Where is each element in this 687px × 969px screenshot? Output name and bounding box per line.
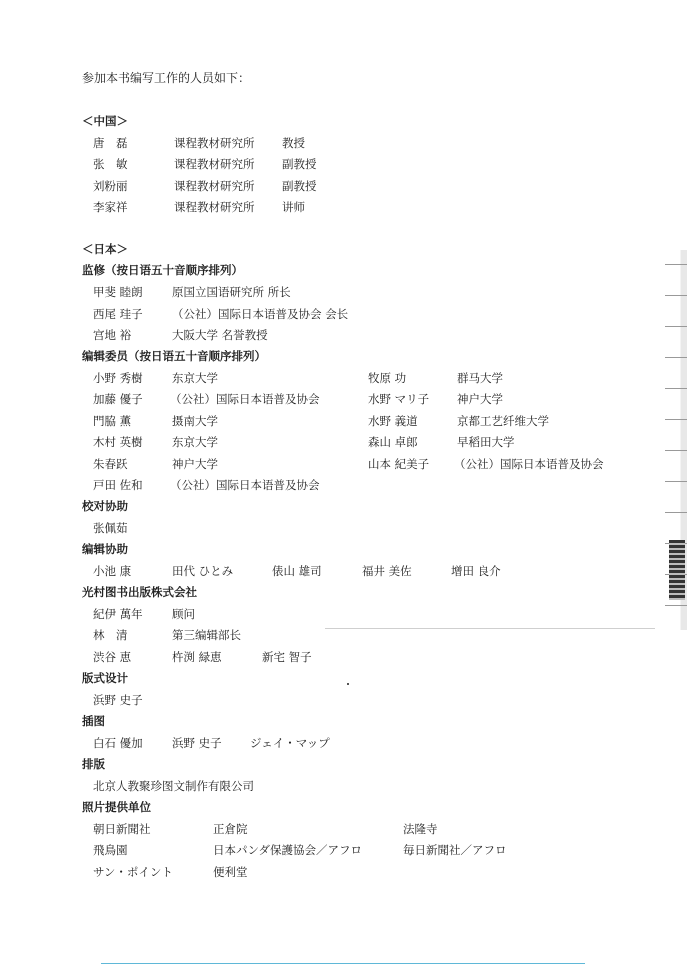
- publisher-staff-name: 新宅 智子: [262, 650, 312, 664]
- china-member-org: 课程教材研究所: [174, 179, 255, 193]
- editor-name: 森山 卓郎: [368, 435, 418, 449]
- editor-org: 群马大学: [457, 371, 503, 385]
- edit-assist-name: 俵山 雄司: [272, 564, 322, 578]
- editor-org: 京都工艺纤维大学: [457, 414, 549, 428]
- bottom-rule: [101, 963, 585, 964]
- photo-source: 法隆寺: [403, 822, 438, 836]
- editor-name: 戸田 佐和: [93, 478, 143, 492]
- china-member-org: 课程教材研究所: [174, 157, 255, 171]
- supervisor-info: （公社）国际日本语普及协会 会长: [172, 307, 349, 321]
- editor-name: 水野 マリ子: [368, 392, 430, 406]
- editor-org: 早稻田大学: [457, 435, 515, 449]
- edit-assist-name: 田代 ひとみ: [172, 564, 234, 578]
- publisher-staff-name: 渋谷 恵: [93, 650, 132, 664]
- typesetting-label: 排版: [82, 757, 105, 771]
- publisher-staff-name: 林 清: [93, 628, 128, 642]
- publisher-label: 光村图书出版株式会社: [82, 585, 197, 599]
- publisher-staff-role: 第三编辑部长: [172, 628, 241, 642]
- china-member-name: 李家祥: [93, 200, 128, 214]
- editor-org: 东京大学: [172, 371, 218, 385]
- china-member-title: 副教授: [282, 157, 317, 171]
- editor-name: 小野 秀樹: [93, 371, 143, 385]
- editor-name: 加藤 優子: [93, 392, 143, 406]
- photo-source: 朝日新聞社: [93, 822, 151, 836]
- supervisor-name: 甲斐 睦朗: [93, 285, 143, 299]
- publisher-staff-role: 顾问: [172, 607, 195, 621]
- intro-text: 参加本书编写工作的人员如下：: [82, 71, 251, 85]
- supervisor-name: 西尾 珪子: [93, 307, 143, 321]
- section-header-china: ＜中国＞: [82, 114, 128, 128]
- editor-name: 山本 紀美子: [368, 457, 430, 471]
- illustrator-name: 浜野 史子: [172, 736, 222, 750]
- publisher-staff-name: 杵渕 緑恵: [172, 650, 222, 664]
- illustration-label: 插图: [82, 714, 105, 728]
- edit-assist-label: 编辑协助: [82, 542, 128, 556]
- typesetting-company: 北京人教聚珍图文制作有限公司: [93, 779, 254, 793]
- document-page: [42, 30, 687, 960]
- proofreader-name: 张佩茹: [93, 521, 128, 535]
- editor-name: 水野 義道: [368, 414, 418, 428]
- china-member-name: 唐 磊: [93, 136, 128, 150]
- scan-edge-block: [669, 540, 685, 600]
- china-member-org: 课程教材研究所: [174, 200, 255, 214]
- photo-source: 毎日新聞社／アフロ: [403, 843, 507, 857]
- editor-name: 朱春跃: [93, 457, 128, 471]
- photo-source: 便利堂: [213, 865, 248, 879]
- scan-stray-line: [325, 628, 655, 629]
- editor-org: 神户大学: [172, 457, 218, 471]
- editor-name: 牧原 功: [368, 371, 407, 385]
- editor-name: 門脇 薫: [93, 414, 132, 428]
- editors-label: 编辑委员（按日语五十音顺序排列）: [82, 349, 266, 363]
- china-member-title: 教授: [282, 136, 305, 150]
- proofreading-label: 校对协助: [82, 499, 128, 513]
- illustrator-name: 白石 優加: [93, 736, 143, 750]
- illustrator-name: ジェイ・マップ: [250, 736, 330, 750]
- editor-name: 木村 英樹: [93, 435, 143, 449]
- edit-assist-name: 福井 美佐: [362, 564, 412, 578]
- photo-source: サン・ポイント: [93, 865, 173, 879]
- china-member-name: 刘粉丽: [93, 179, 128, 193]
- china-member-title: 讲师: [282, 200, 305, 214]
- editor-org: 东京大学: [172, 435, 218, 449]
- photo-source: 飛鳥園: [93, 843, 128, 857]
- supervisor-name: 宫地 裕: [93, 328, 132, 342]
- format-designer-name: 浜野 史子: [93, 693, 143, 707]
- supervisor-info: 原国立国语研究所 所长: [172, 285, 291, 299]
- format-label: 版式设计: [82, 671, 128, 685]
- china-member-org: 课程教材研究所: [174, 136, 255, 150]
- edit-assist-name: 小池 康: [93, 564, 132, 578]
- supervisor-info: 大阪大学 名誉教授: [172, 328, 268, 342]
- scan-left-margin: [0, 0, 42, 969]
- section-header-japan: ＜日本＞: [82, 242, 128, 256]
- editor-org: （公社）国际日本语普及协会: [170, 392, 320, 406]
- photo-source: 日本パンダ保護協会／アフロ: [213, 843, 363, 857]
- photo-label: 照片提供单位: [82, 800, 151, 814]
- editor-org: （公社）国际日本语普及协会: [170, 478, 320, 492]
- scan-speck: [347, 683, 349, 685]
- photo-source: 正倉院: [213, 822, 248, 836]
- editor-org: 摄南大学: [172, 414, 218, 428]
- editor-org: 神户大学: [457, 392, 503, 406]
- china-member-title: 副教授: [282, 179, 317, 193]
- editor-org: （公社）国际日本语普及协会: [454, 457, 604, 471]
- edit-assist-name: 增田 良介: [451, 564, 501, 578]
- supervision-label: 监修（按日语五十音顺序排列）: [82, 263, 243, 277]
- china-member-name: 张 敏: [93, 157, 128, 171]
- publisher-staff-name: 紀伊 萬年: [93, 607, 143, 621]
